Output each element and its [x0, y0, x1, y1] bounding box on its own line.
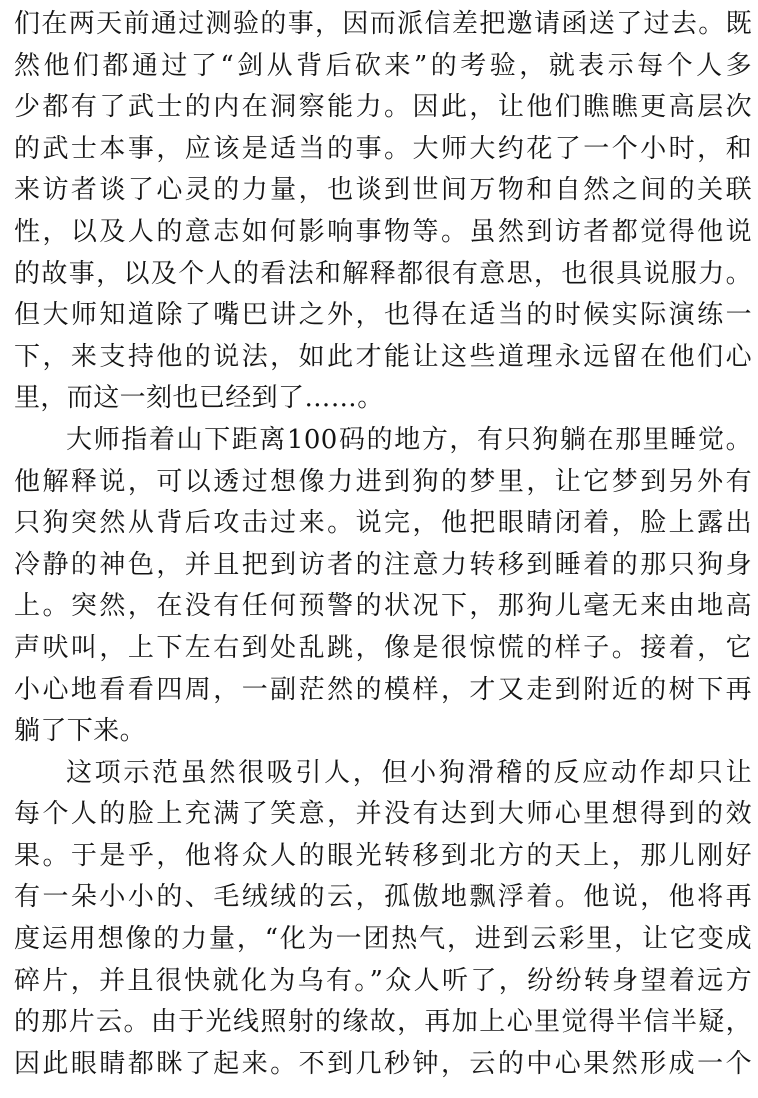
text-line: 的那片云。由于光线照射的缘故，再加上心里觉得半信半疑， [14, 1007, 752, 1038]
text-line: 只狗突然从背后攻击过来。说完，他把眼睛闭着，脸上露出 [14, 508, 752, 539]
paragraph-1 [14, 4, 752, 420]
text-line: 度运用想像的力量，“化为一团热气，进到云彩里，让它变成 [14, 924, 752, 955]
text-line: 他解释说，可以透过想像力进到狗的梦里，让它梦到另外有 [14, 466, 752, 497]
text-line: 碎片，并且很快就化为乌有。”众人听了，纷纷转身望着远方 [14, 965, 752, 996]
text-line: 们在两天前通过测验的事，因而派信差把邀请函送了过去。既 [14, 9, 752, 39]
text-line: 然他们都通过了“剑从背后砍来”的考验，就表示每个人多 [14, 50, 752, 81]
text-line: 因此眼睛都眯了起来。不到几秒钟，云的中心果然形成一个 [14, 1048, 752, 1079]
text-line: 来访者谈了心灵的力量，也谈到世间万物和自然之间的关联 [14, 175, 752, 206]
text-line: 声吠叫，上下左右到处乱跳，像是很惊慌的样子。接着，它 [14, 632, 752, 663]
text-line: 但大师知道除了嘴巴讲之外，也得在适当的时候实际演练一 [14, 300, 752, 331]
text-line: 的武士本事，应该是适当的事。大师大约花了一个小时，和 [14, 133, 752, 164]
text-line: 性，以及人的意志如何影响事物等。虽然到访者都觉得他说 [14, 216, 752, 247]
text-line: 每个人的脸上充满了笑意，并没有达到大师心里想得到的效 [14, 799, 752, 830]
text-line: 果。于是乎，他将众人的眼光转移到北方的天上，那儿刚好 [14, 840, 752, 871]
text-line: 冷静的神色，并且把到访者的注意力转移到睡着的那只狗身 [14, 549, 752, 580]
text-line: 的故事，以及个人的看法和解释都很有意思，也很具说服力。 [14, 258, 752, 289]
paragraph-2 [14, 420, 752, 753]
text-line: 上。突然，在没有任何预警的状况下，那狗儿毫无来由地高 [14, 591, 752, 622]
text-line: 有一朵小小的、毛绒绒的云，孤傲地飘浮着。他说，他将再 [14, 882, 752, 913]
text-line: 躺了下来。 [14, 716, 147, 747]
text-line: 大师指着山下距离100码的地方，有只狗躺在那里睡觉。 [66, 424, 752, 455]
text-line: 小心地看看四周，一副茫然的模样，才又走到附近的树下再 [14, 674, 752, 705]
paragraph-3 [14, 753, 752, 1086]
text-line: 少都有了武士的内在洞察能力。因此，让他们瞧瞧更高层次 [14, 92, 752, 123]
text-line: 下，来支持他的说法，如此才能让这些道理永远留在他们心 [14, 341, 752, 372]
text-line: 里，而这一刻也已经到了……。 [14, 383, 384, 414]
text-line: 这项示范虽然很吸引人，但小狗滑稽的反应动作却只让 [66, 757, 752, 788]
